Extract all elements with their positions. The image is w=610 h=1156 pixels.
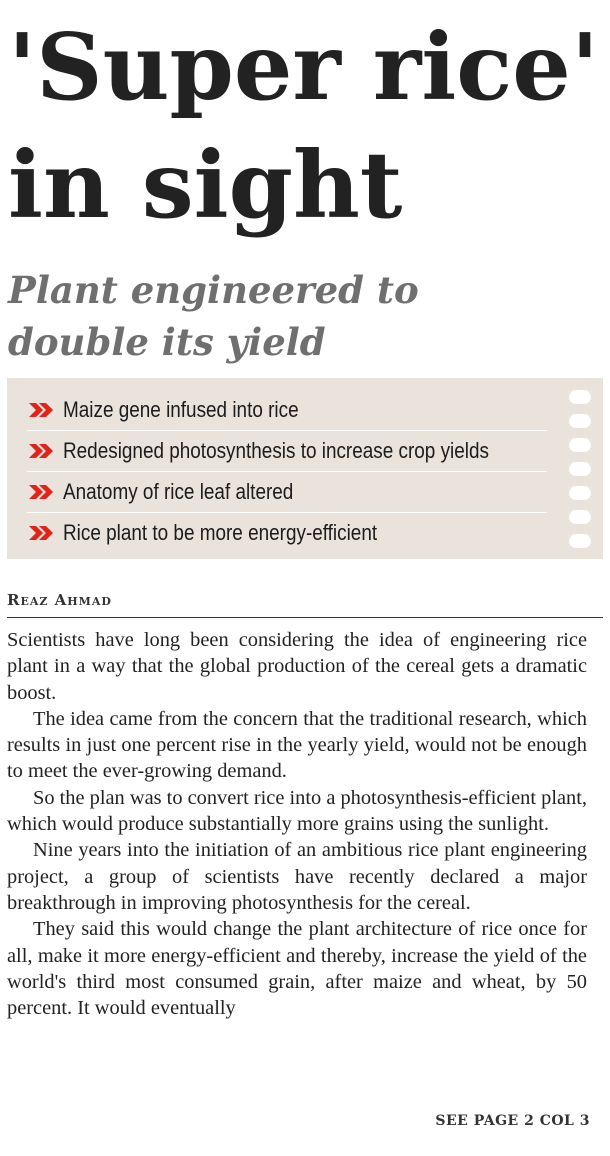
subheadline-line-2: double its yield: [8, 320, 326, 364]
spiral-ring: [569, 486, 591, 500]
highlights-list: [27, 390, 547, 553]
double-chevron-right-icon: [27, 482, 63, 502]
spiral-ring: [569, 438, 591, 452]
article-paragraph: So the plan was to convert rice into a photosynthesis-efficient plant, which would produce substantially more grains using the sunlight.: [7, 786, 588, 836]
highlight-text: Maize gene infused into rice: [63, 397, 299, 422]
highlight-text: Redesigned photosynthesis to increase crop yields: [63, 438, 489, 463]
spiral-ring: [569, 534, 591, 548]
double-chevron-right-icon: [27, 400, 63, 420]
continuation-jump-line: SEE PAGE 2 COL 3: [435, 1113, 590, 1129]
highlights-box: [7, 378, 603, 559]
highlight-item: [27, 513, 547, 553]
article-paragraph: They said this would change the plant architecture of rice once for all, make it more energy-efficient and thereby, increase the yield of the world's third most consumed grain, after maize and wheat, by 50 percent. It would eventually: [7, 918, 587, 1020]
highlight-text: Rice plant to be more energy-efficient: [63, 520, 378, 545]
spiral-ring: [569, 414, 591, 428]
headline: [8, 8, 608, 244]
headline-line-1: 'Super rice': [8, 13, 599, 121]
subheadline: [8, 264, 608, 368]
highlight-item: [27, 390, 547, 431]
spiral-ring: [569, 462, 591, 476]
byline: Reaz Ahmad: [7, 591, 112, 609]
highlight-item: [27, 431, 547, 472]
notepad-spiral-decoration: [559, 386, 599, 556]
article-paragraph: The idea came from the concern that the traditional research, which results in just one percent rise in the yearly yield, would not be enough to meet the ever-growing demand.: [7, 707, 587, 783]
subheadline-line-1: Plant engineered to: [8, 268, 419, 312]
highlight-text: Anatomy of rice leaf altered: [63, 479, 294, 504]
double-chevron-right-icon: [27, 523, 63, 543]
article-paragraph: Nine years into the initiation of an ambitious rice plant engineering project, a group of scientists have recently declared a major breakthrough in improving photosynthesis for the cereal.: [7, 839, 587, 914]
double-chevron-right-icon: [27, 441, 63, 461]
spiral-ring: [569, 390, 591, 404]
headline-line-2: in sight: [8, 131, 403, 239]
article-paragraph: Scientists have long been considering the idea of engineering rice plant in a way that the global production of the cereal gets a dramatic boost.: [7, 629, 587, 704]
spiral-ring: [569, 510, 591, 524]
article-body: [7, 627, 587, 1021]
byline-divider: [7, 617, 603, 618]
highlight-item: [27, 472, 547, 513]
